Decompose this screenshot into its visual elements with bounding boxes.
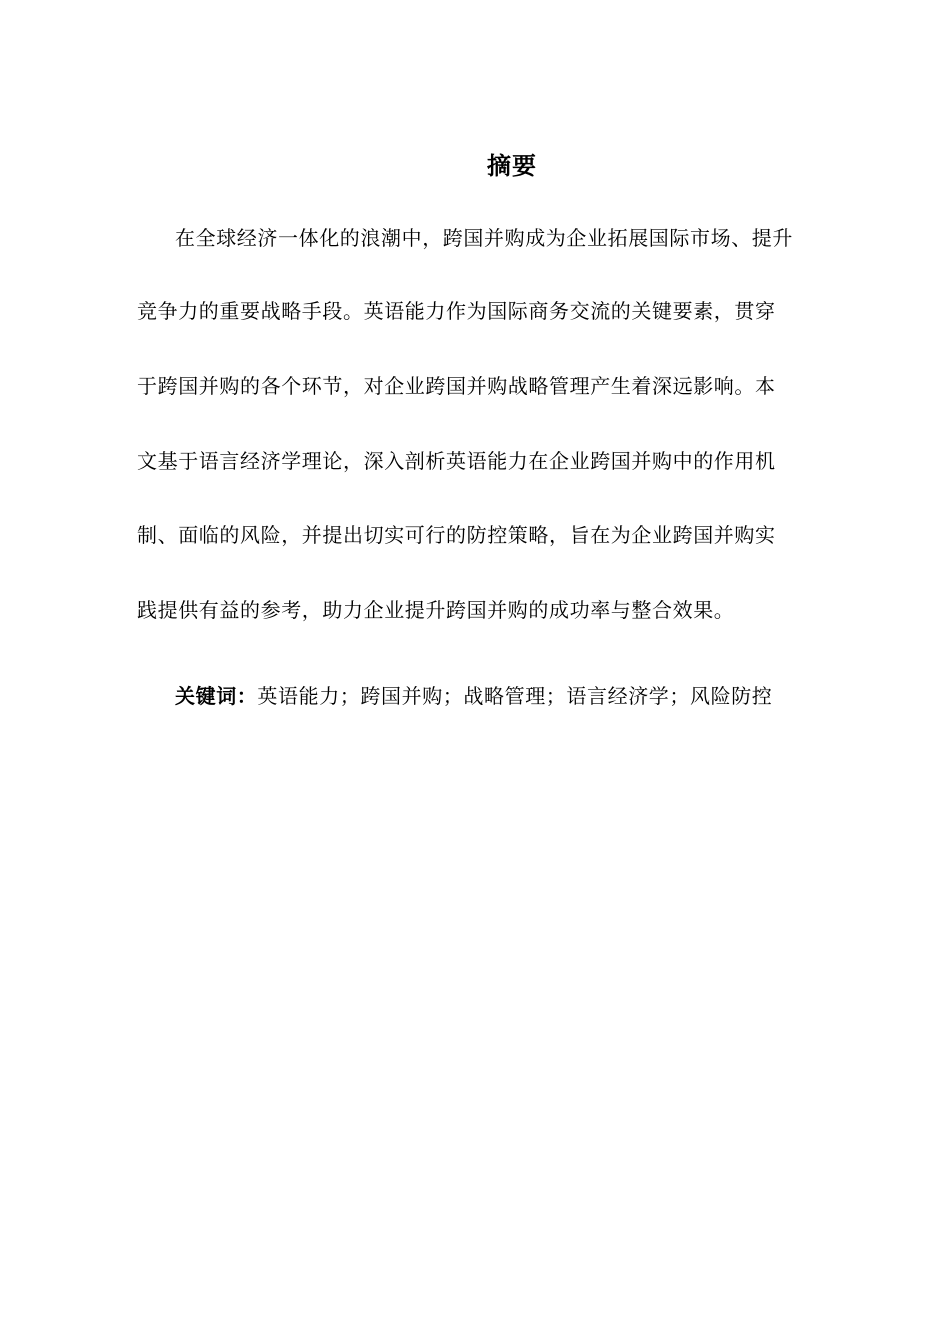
keywords-label: 关键词： bbox=[175, 684, 258, 708]
abstract-line: 竞争力的重要战略手段。英语能力作为国际商务交流的关键要素，贯穿 bbox=[137, 299, 776, 323]
abstract-line: 践提供有益的参考，助力企业提升跨国并购的成功率与整合效果。 bbox=[137, 598, 735, 622]
page-title: 摘要 bbox=[487, 151, 537, 180]
abstract-line: 于跨国并购的各个环节，对企业跨国并购战略管理产生着深远影响。本 bbox=[137, 374, 776, 398]
keywords-paragraph bbox=[175, 681, 772, 711]
keywords-text: 英语能力；跨国并购；战略管理；语言经济学；风险防控 bbox=[257, 684, 773, 708]
abstract-line: 在全球经济一体化的浪潮中，跨国并购成为企业拓展国际市场、提升 bbox=[175, 226, 793, 250]
abstract-line: 文基于语言经济学理论，深入剖析英语能力在企业跨国并购中的作用机 bbox=[137, 449, 776, 473]
abstract-line: 制、面临的风险，并提出切实可行的防控策略，旨在为企业跨国并购实 bbox=[137, 523, 776, 547]
